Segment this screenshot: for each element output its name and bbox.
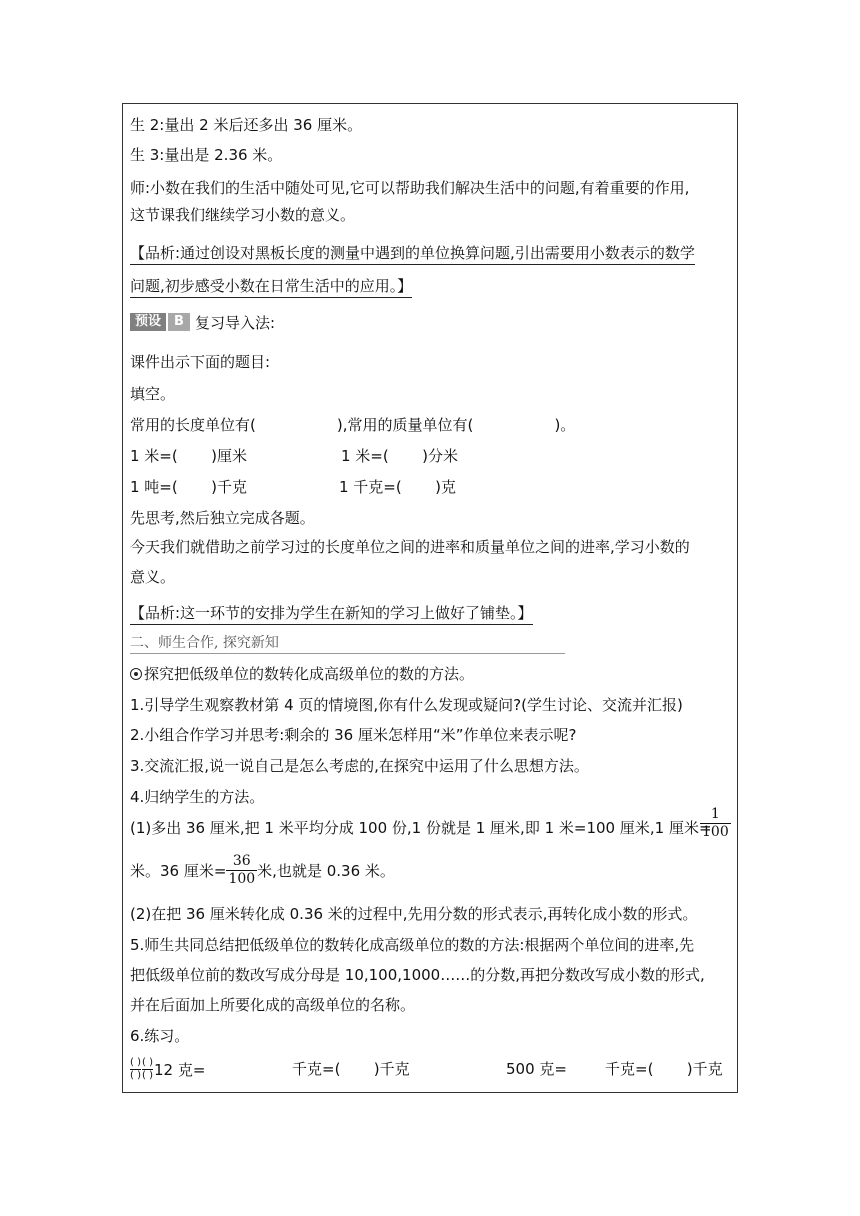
- blank-denominator: ( ): [130, 1069, 141, 1081]
- step-line: 把低级单位前的数改写成分母是 10,100,1000……的分数,再把分数改写成小数的形式,: [130, 966, 705, 984]
- fraction: [226, 853, 257, 888]
- analysis-note: [130, 603, 533, 623]
- badge-letter: B: [168, 313, 190, 331]
- analysis-line: 【品析:这一环节的安排为学生在新知的学习上做好了铺垫。】: [130, 604, 533, 625]
- fraction-numerator: 1: [710, 806, 720, 822]
- exercise-item: 1 千克=( )克: [339, 478, 456, 496]
- step-line: 4.归纳学生的方法。: [130, 788, 265, 806]
- analysis-note: [130, 276, 412, 296]
- step-line: 2.小组合作学习并思考:剩余的 36 厘米怎样用“米”作单位来表示呢?: [130, 726, 577, 744]
- exercise-item: 1 米=( )厘米: [130, 447, 247, 465]
- practice-text: 500 克=: [506, 1060, 567, 1078]
- text-line: 先思考,然后独立完成各题。: [130, 509, 315, 527]
- fraction-numerator: 36: [232, 852, 251, 869]
- badge-label: 预设: [130, 313, 166, 331]
- step-line: (2)在把 36 厘米转化成 0.36 米的过程中,先用分数的形式表示,再转化成小数的形式。: [130, 905, 698, 923]
- fraction-denominator: 100: [702, 824, 729, 840]
- exercise-item: 1 米=( )分米: [341, 447, 458, 465]
- text-line: 意义。: [130, 568, 176, 586]
- method-title: 复习导入法:: [195, 314, 276, 332]
- practice-text: 千克=( )千克: [605, 1060, 723, 1078]
- blank-numerator: ( ): [130, 1056, 141, 1068]
- explore-text: 探究把低级单位的数转化成高级单位的数的方法。: [144, 665, 475, 683]
- step-line: [130, 849, 395, 891]
- step-line: 1.引导学生观察教材第 4 页的情境图,你有什么发现或疑问?(学生讨论、交流并汇报): [130, 696, 683, 714]
- section-heading: 二、师生合作, 探究新知: [130, 635, 279, 651]
- text-line: 填空。: [130, 385, 176, 403]
- preset-badge: [130, 313, 190, 331]
- analysis-line: 【品析:通过创设对黑板长度的测量中遇到的单位换算问题,引出需要用小数表示的数学: [130, 244, 695, 265]
- text-line: 生 2:量出 2 米后还多出 36 厘米。: [130, 116, 363, 134]
- text-line: 师:小数在我们的生活中随处可见,它可以帮助我们解决生活中的问题,有着重要的作用,: [130, 179, 690, 197]
- practice-row: [130, 1053, 205, 1085]
- blank-numerator: ( ): [141, 1056, 153, 1068]
- section-divider: [130, 653, 565, 654]
- text-line: 生 3:量出是 2.36 米。: [130, 146, 283, 164]
- blank-fraction: [130, 1057, 141, 1082]
- analysis-note: [130, 243, 695, 263]
- practice-text: 千克=( )千克: [292, 1060, 410, 1078]
- target-icon: [130, 668, 142, 680]
- step-line: 6.练习。: [130, 1027, 190, 1045]
- explore-line: [130, 664, 474, 684]
- analysis-line: 问题,初步感受小数在日常生活中的应用。】: [130, 277, 412, 298]
- exercise-item: 1 吨=( )千克: [130, 478, 247, 496]
- fraction-denominator: 100: [228, 870, 256, 887]
- text-line: 课件出示下面的题目:: [130, 353, 271, 371]
- text-line: 今天我们就借助之前学习过的长度单位之间的进率和质量单位之间的进率,学习小数的: [130, 538, 690, 556]
- text-line: 这节课我们继续学习小数的意义。: [130, 206, 356, 224]
- blank-fraction: [142, 1057, 153, 1082]
- step-line: 3.交流汇报,说一说自己是怎么考虑的,在探究中运用了什么思想方法。: [130, 757, 589, 775]
- text-line: 常用的长度单位有( ),常用的质量单位有( )。: [130, 416, 576, 434]
- blank-denominator: ( ): [141, 1069, 153, 1081]
- step-line: (1)多出 36 厘米,把 1 米平均分成 100 份,1 份就是 1 厘米,即 1 米=100 厘米,1 厘米=: [130, 819, 712, 837]
- practice-text: 12 克=: [153, 1060, 206, 1079]
- fraction: [700, 806, 731, 841]
- step-line: 并在后面加上所要化成的高级单位的名称。: [130, 996, 416, 1014]
- step-text: 米,也就是 0.36 米。: [257, 861, 395, 880]
- step-text: 米。36 厘米=: [130, 861, 227, 880]
- step-line: 5.师生共同总结把低级单位的数转化成高级单位的数的方法:根据两个单位间的进率,先: [130, 936, 695, 954]
